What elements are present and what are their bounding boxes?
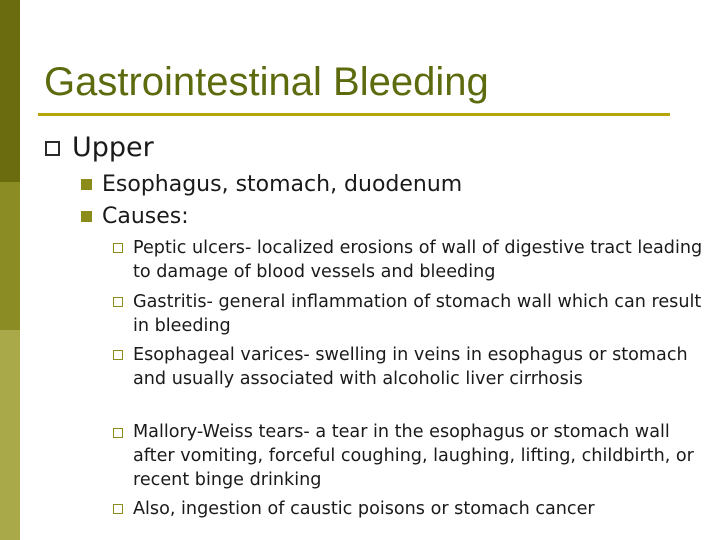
hollow-square-bullet-icon: [45, 141, 60, 156]
accent-bar-segment-middle: [0, 182, 20, 330]
cause-item: Esophageal varices- swelling in veins in esophagus or stomach and usually associated with alcoholic liver cirrhosis: [133, 345, 688, 389]
filled-square-bullet-icon: [81, 211, 92, 222]
accent-bar-segment-bottom: [0, 330, 20, 540]
hollow-square-bullet-icon: [113, 504, 123, 514]
bullet-level2-causes: Causes:: [102, 204, 189, 229]
cause-item: Mallory-Weiss tears- a tear in the esophagus or stomach wall after vomiting, forceful coughing, laughing, lifting, childbirth, or recent binge drinking: [133, 422, 694, 490]
cause-item: Peptic ulcers- localized erosions of wall of digestive tract leading to damage of blood vessels and bleeding: [133, 238, 703, 282]
hollow-square-bullet-icon: [113, 428, 123, 438]
left-accent-bar: [0, 0, 20, 540]
filled-square-bullet-icon: [81, 179, 92, 190]
accent-bar-segment-top: [0, 0, 20, 182]
hollow-square-bullet-icon: [113, 297, 123, 307]
hollow-square-bullet-icon: [113, 243, 123, 253]
hollow-square-bullet-icon: [113, 350, 123, 360]
bullet-level2-location: Esophagus, stomach, duodenum: [102, 172, 463, 197]
cause-item: Also, ingestion of caustic poisons or stomach cancer: [133, 499, 595, 519]
cause-item: Gastritis- general inflammation of stomach wall which can result in bleeding: [133, 292, 702, 336]
bullet-level1-upper: Upper: [72, 132, 154, 163]
slide-title: Gastrointestinal Bleeding: [44, 60, 489, 104]
title-underline: [38, 113, 670, 116]
